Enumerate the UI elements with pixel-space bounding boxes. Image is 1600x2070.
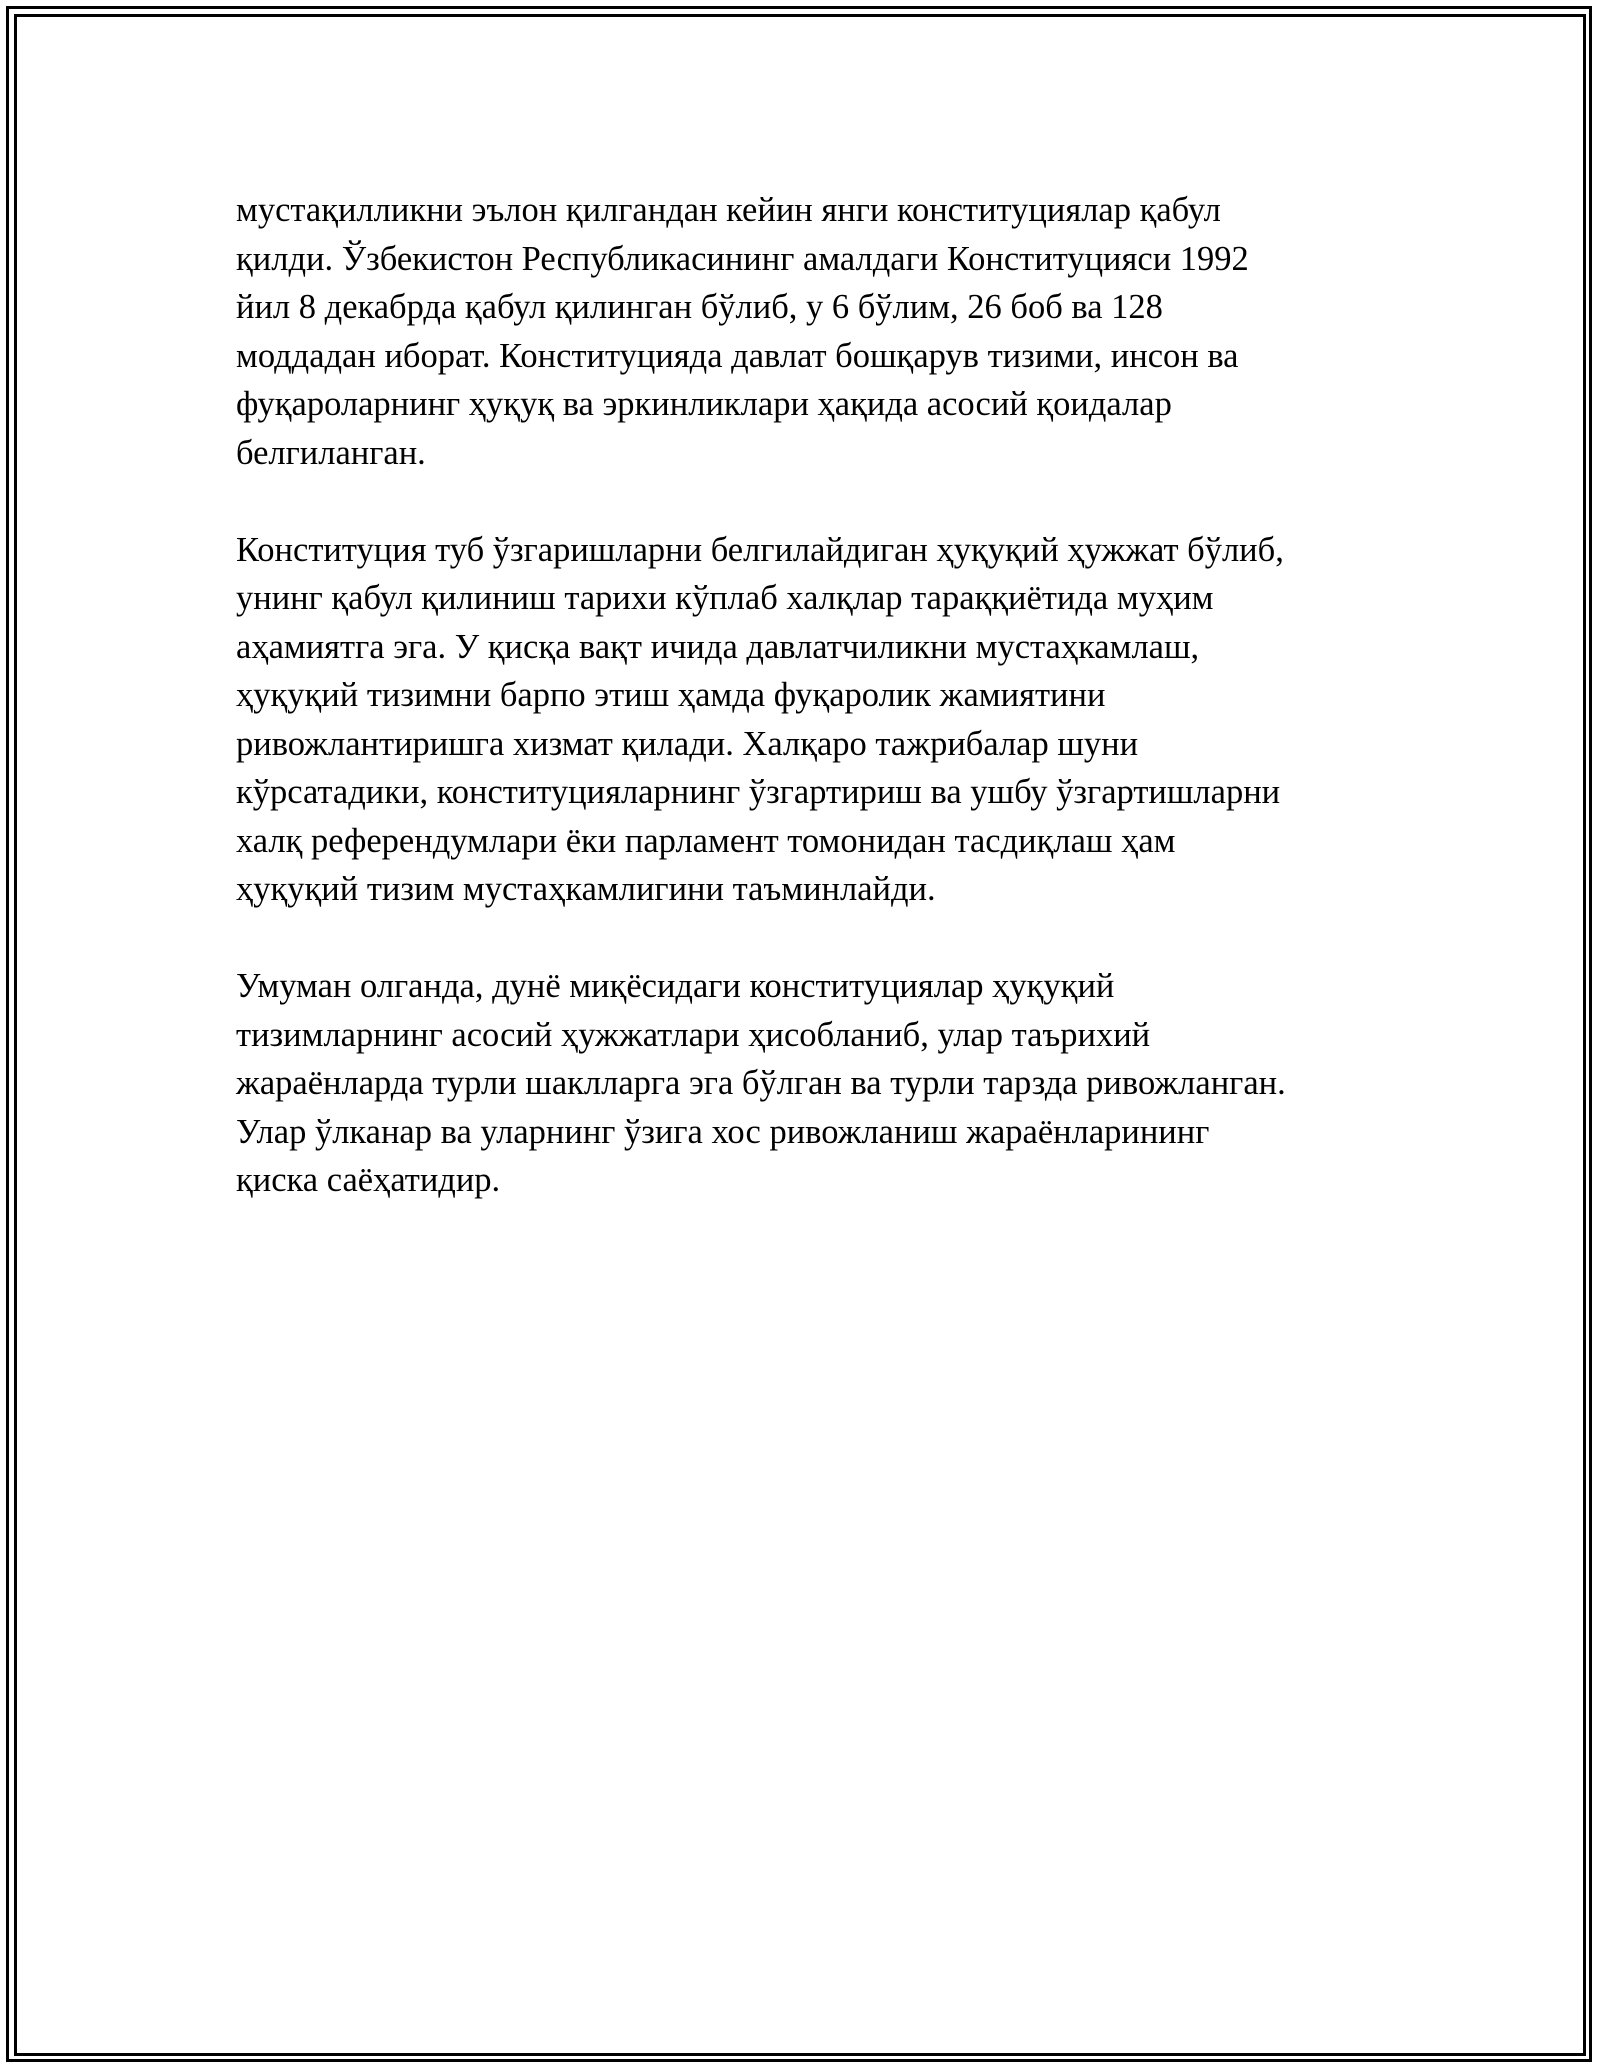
paragraph-2 [236, 526, 1376, 914]
text-line: қиска саёҳатидир. [236, 1161, 501, 1199]
paragraph-1 [236, 186, 1376, 477]
text-line: қилди. Ўзбекистон Республикасининг амалдаги Конституцияси 1992 [236, 239, 1249, 278]
text-line: ривожлантиришга хизмат қилади. Халқаро тажрибалар шуни [236, 724, 1139, 763]
text-line: Умуман олганда, дунё миқёсидаги конституциялар ҳуқуқий [236, 967, 1115, 1005]
text-line: кўрсатадики, конституцияларнинг ўзгартириш ва ушбу ўзгартишларни [236, 773, 1281, 811]
text-line: мустақилликни эълон қилгандан кейин янги конституциялар қабул [236, 191, 1221, 229]
paragraph-3 [236, 962, 1376, 1205]
text-line: ҳуқуқий тизимни барпо этиш ҳамда фуқаролик жамиятини [236, 676, 1106, 714]
text-line: аҳамиятга эга. У қисқа вақт ичида давлатчиликни мустаҳкамлаш, [236, 627, 1200, 666]
text-line: халқ референдумлари ёки парламент томонидан тасдиқлаш ҳам [236, 821, 1176, 860]
text-line: йил 8 декабрда қабул қилинган бўлиб, у 6 бўлим, 26 боб ва 128 [236, 288, 1163, 326]
text-line: Улар ўлканар ва уларнинг ўзига хос ривожланиш жараёнларининг [236, 1112, 1210, 1151]
text-line: фуқароларнинг ҳуқуқ ва эркинликлари ҳақида асосий қоидалар [236, 385, 1172, 423]
text-line: ҳуқуқий тизим мустаҳкамлигини таъминлайди. [236, 870, 936, 908]
text-line: Конституция туб ўзгаришларни белгилайдиган ҳуқуқий ҳужжат бўлиб, [236, 530, 1284, 569]
text-line: унинг қабул қилиниш тарихи кўплаб халқлар тараққиётида муҳим [236, 579, 1214, 617]
text-line: тизимларнинг асосий ҳужжатлари ҳисобланиб, улар таърихий [236, 1015, 1151, 1054]
text-line: моддадан иборат. Конституцияда давлат бошқарув тизими, инсон ва [236, 336, 1239, 375]
text-line: жараёнларда турли шаклларга эга бўлган ва турли тарзда ривожланган. [236, 1064, 1286, 1102]
document-body [236, 186, 1376, 1253]
text-line: белгиланган. [236, 433, 426, 472]
